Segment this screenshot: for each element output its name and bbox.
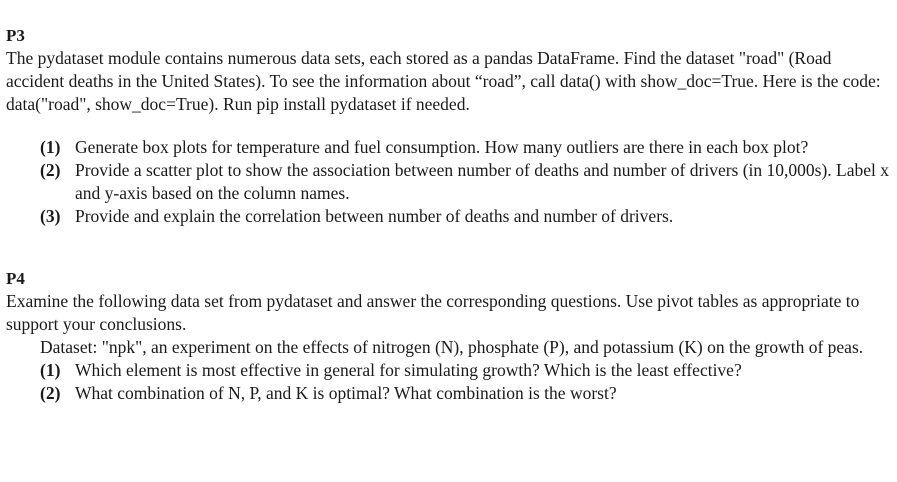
cropped-top-text (0, 0, 897, 4)
p3-question-2 (6, 159, 892, 205)
p3-heading: P3 (6, 26, 25, 45)
question-text: Provide and explain the correlation between number of deaths and number of drivers. (75, 206, 674, 226)
p4-question-1 (6, 359, 892, 382)
question-number: (2) (40, 383, 61, 403)
question-number: (2) (40, 160, 61, 180)
question-text: Provide a scatter plot to show the association between number of deaths and number of drivers (in 10,000s). Label x and y-axis based on the column names. (75, 160, 890, 203)
p4-dataset-description: Dataset: "npk", an experiment on the effects of nitrogen (N), phosphate (P), and potassium (K) on the growth of peas. (40, 337, 864, 357)
p4-question-list (6, 359, 892, 405)
question-text: What combination of N, P, and K is optimal? What combination is the worst? (75, 383, 617, 403)
p3-question-list (6, 136, 892, 228)
question-text: Which element is most effective in general for simulating growth? Which is the least effective? (75, 360, 742, 380)
p4-intro: Examine the following data set from pydataset and answer the corresponding questions. Use pivot tables as appropriate to support your conclusions. (6, 291, 860, 334)
problem-p3 (6, 24, 892, 228)
p3-intro: The pydataset module contains numerous data sets, each stored as a pandas DataFrame. Find the dataset "road" (Road accident deaths in the United States). To see the information about “road”, call data() with show_doc=True. Here is the code: data("road", show_doc=True). Run pip install pydataset if needed. (6, 48, 881, 114)
p4-heading: P4 (6, 269, 25, 288)
question-number: (3) (40, 206, 61, 226)
question-text: Generate box plots for temperature and fuel consumption. How many outliers are there in each box plot? (75, 137, 809, 157)
question-number: (1) (40, 360, 61, 380)
p3-question-3 (6, 205, 892, 228)
p3-question-1 (6, 136, 892, 159)
question-number: (1) (40, 137, 61, 157)
problem-p4 (6, 267, 892, 405)
document-page (6, 24, 892, 405)
p4-question-2 (6, 382, 892, 405)
